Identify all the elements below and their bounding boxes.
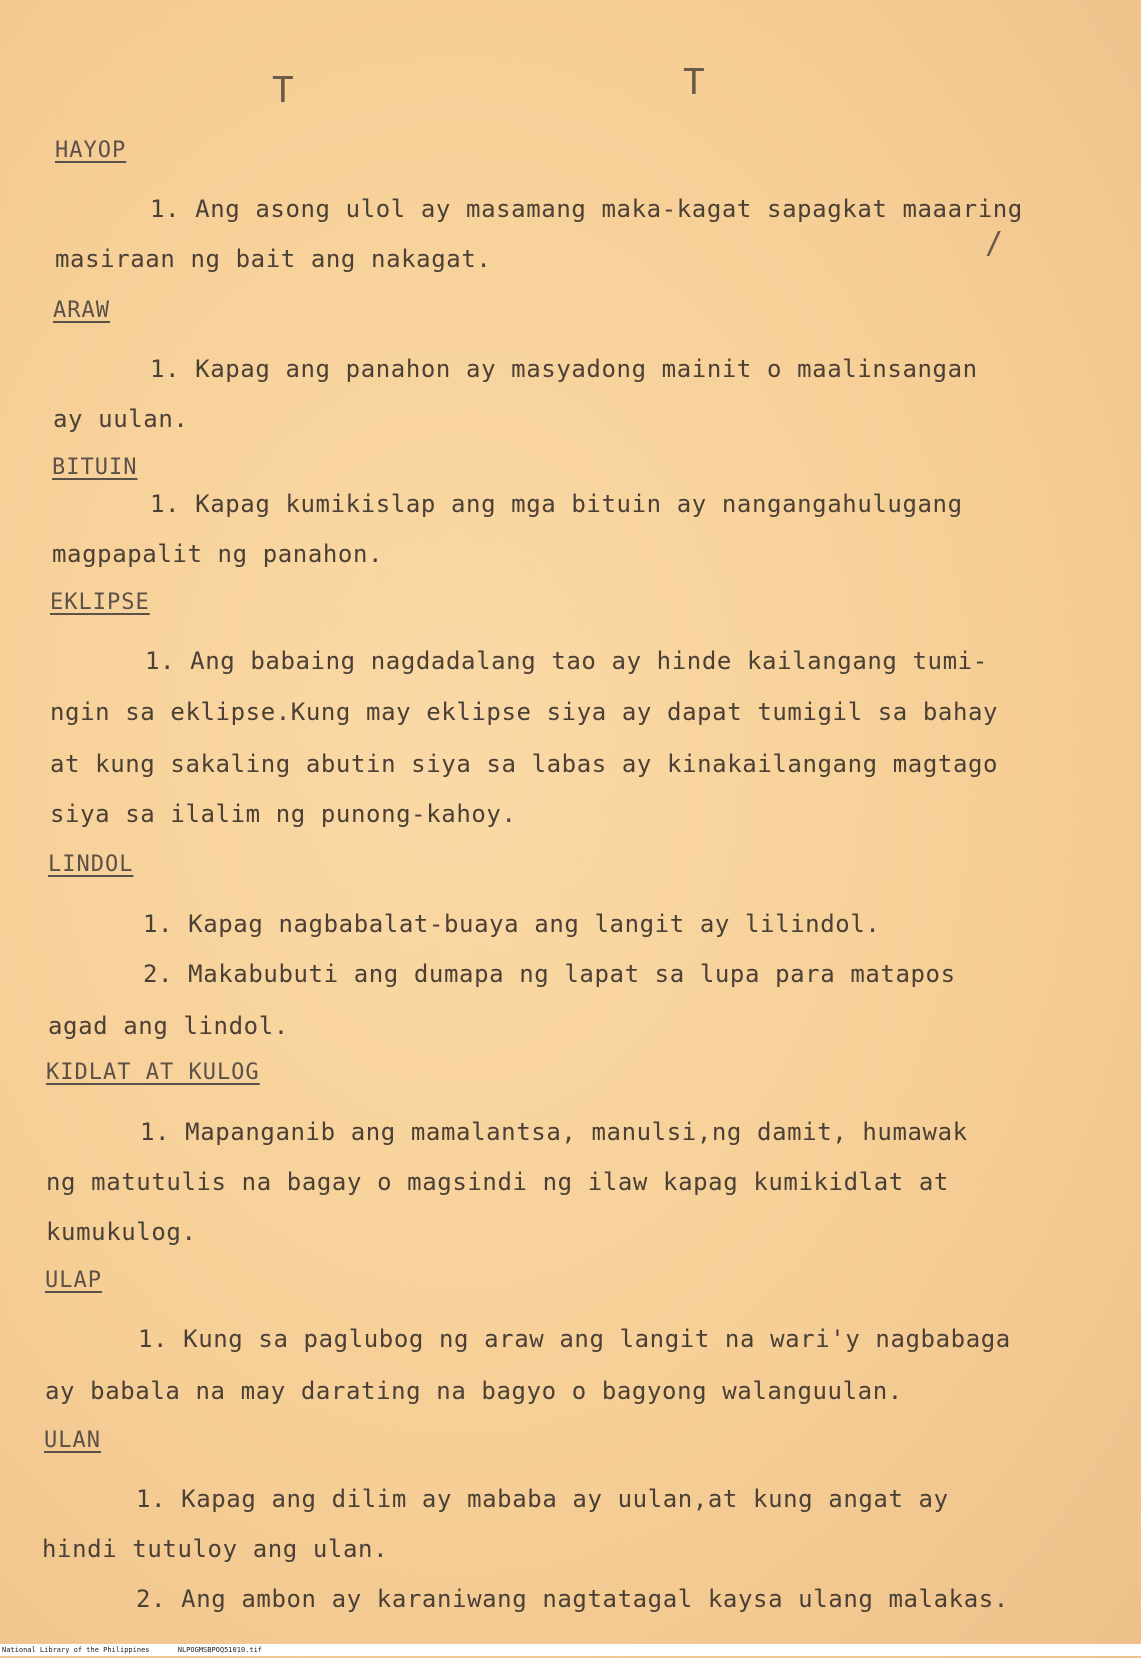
text-line: ngin sa eklipse.Kung may eklipse siya ay dapat tumigil sa bahay xyxy=(50,698,999,726)
text-line: siya sa ilalim ng punong-kahoy. xyxy=(50,800,517,828)
section-heading: BITUIN xyxy=(52,455,138,480)
text-line: agad ang lindol. xyxy=(48,1012,289,1040)
text-line: hindi tutuloy ang ulan. xyxy=(42,1535,389,1563)
top-left-mark: T xyxy=(272,70,294,111)
text-line: 1. Kapag ang dilim ay mababa ay uulan,at kung angat ay xyxy=(136,1485,949,1513)
text-line: at kung sakaling abutin siya sa labas ay kinakailangang magtago xyxy=(50,750,999,778)
section-heading: ARAW xyxy=(53,298,110,323)
text-line: 1. Kapag ang panahon ay masyadong mainit o maalinsangan xyxy=(150,355,978,383)
text-line: 2. Makabubuti ang dumapa ng lapat sa lupa para matapos xyxy=(143,960,956,988)
footer-filename: NLPOGMSBPOQ51010.tif xyxy=(177,1646,263,1654)
text-line: 2. Ang ambon ay karaniwang nagtatagal kaysa ulang malakas. xyxy=(136,1585,1009,1613)
text-line: 1. Mapanganib ang mamalantsa, manulsi,ng damit, humawak xyxy=(140,1118,968,1146)
section-heading: KIDLAT AT KULOG xyxy=(46,1060,260,1085)
text-line: masiraan ng bait ang nakagat. xyxy=(55,245,492,273)
text-line: 1. Ang babaing nagdadalang tao ay hinde kailangang tumi- xyxy=(145,647,988,675)
text-line: magpapalit ng panahon. xyxy=(52,540,384,568)
scan-footer xyxy=(0,1644,1141,1656)
section-heading: ULAN xyxy=(44,1428,101,1453)
top-right-mark: T xyxy=(683,62,705,103)
text-line: kumukulog. xyxy=(46,1218,197,1246)
pen-mark: / xyxy=(985,226,1004,261)
section-heading: EKLIPSE xyxy=(50,590,150,615)
footer-library: National Library of the Philippines xyxy=(2,1646,150,1654)
text-line: 1. Kapag nagbabalat-buaya ang langit ay lilindol. xyxy=(143,910,881,938)
section-heading: ULAP xyxy=(45,1268,102,1293)
text-line: 1. Ang asong ulol ay masamang maka-kagat sapagkat maaaring xyxy=(150,195,1023,223)
section-heading: LINDOL xyxy=(48,852,134,877)
text-line: ay babala na may darating na bagyo o bagyong walanguulan. xyxy=(45,1377,903,1405)
text-line: ay uulan. xyxy=(53,405,189,433)
text-line: 1. Kung sa paglubog ng araw ang langit na wari'y nagbabaga xyxy=(138,1325,1011,1353)
text-line: ng matutulis na bagay o magsindi ng ilaw kapag kumikidlat at xyxy=(46,1168,949,1196)
section-heading: HAYOP xyxy=(55,138,127,163)
text-line: 1. Kapag kumikislap ang mga bituin ay nangangahulugang xyxy=(150,490,963,518)
